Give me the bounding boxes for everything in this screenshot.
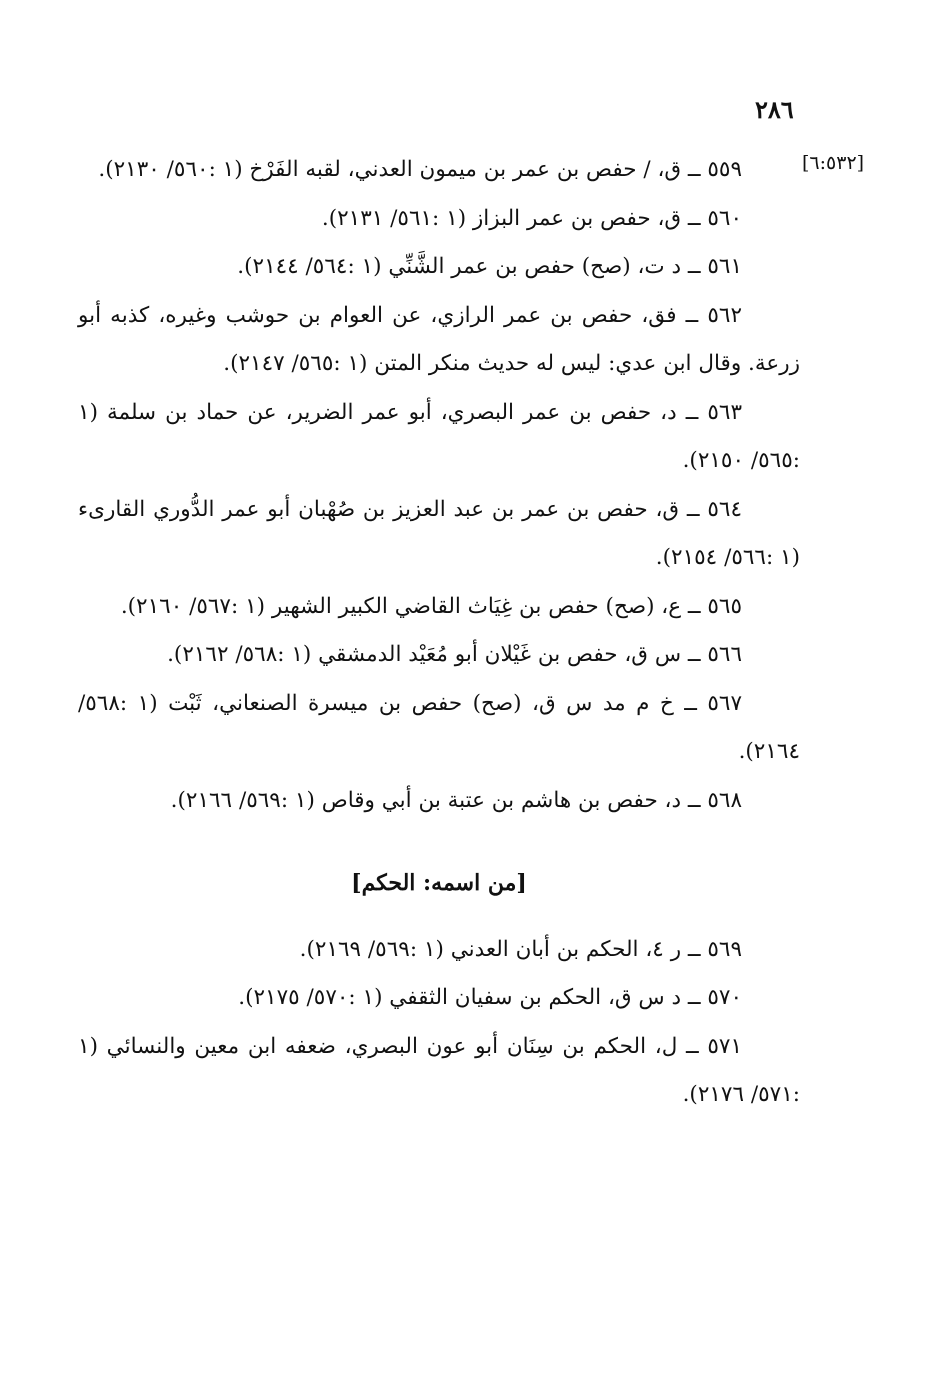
entry-571: ٥٧١ ــ ل، الحكم بن سِنَان أبو عون البصري، ضعفه ابن معين والنسائي (١ :٥٧١/ ٢١٧٦). bbox=[78, 1033, 800, 1107]
entry-560: ٥٦٠ ــ ق، حفص بن عمر البزاز (١ :٥٦١/ ٢١٣١). bbox=[321, 205, 742, 231]
entry-570: ٥٧٠ ــ د س ق، الحكم بن سفيان الثقفي (١ :٥٧٠/ ٢١٧٥). bbox=[238, 985, 742, 1010]
page-number: ٢٨٦ bbox=[755, 95, 794, 124]
entry-566: ٥٦٦ ــ س ق، حفص بن غَيْلان أبو مُعَيْد الدمشقي (١ :٥٦٨/ ٢١٦٢). bbox=[167, 642, 742, 667]
entry-565: ٥٦٥ ــ ع، (صح) حفص بن غِيَاث القاضي الكبير الشهير (١ :٥٦٧/ ٢١٦٠). bbox=[120, 593, 742, 619]
entry-569: ٥٦٩ ــ ر ٤، الحكم بن أبان العدني (١ :٥٦٩/ ٢١٦٩). bbox=[299, 936, 742, 962]
entry-562: ٥٦٢ ــ فق، حفص بن عمر الرازي، عن العوام بن حوشب وغيره، كذبه أبو زرعة. وقال ابن عدي: ليس له حديث منكر المتن (١ :٥٦٥/ ٢١٤٧). bbox=[78, 302, 800, 376]
entry-564: ٥٦٤ ــ ق، حفص بن عمر بن عبد العزيز بن صُهْبان أبو عمر الدُّوري القارىء (١ :٥٦٦/ ٢١٥٤). bbox=[78, 496, 800, 570]
entry-567: ٥٦٧ ــ خ م مد س ق، (صح) حفص بن ميسرة الصنعاني، ثَبْت (١ :٥٦٨/ ٢١٦٤). bbox=[78, 690, 800, 764]
entry-561: ٥٦١ ــ د ت، (صح) حفص بن عمر الشَّنِّي (١ :٥٦٤/ ٢١٤٤). bbox=[237, 254, 742, 279]
entry-563: ٥٦٣ ــ د، حفص بن عمر البصري، أبو عمر الضرير، عن حماد بن سلمة (١ :٥٦٥/ ٢١٥٠). bbox=[78, 399, 800, 473]
entry-559: ٥٥٩ ــ ق، / حفص بن عمر بن ميمون العدني، لقبه الفَرْخ (١ :٥٦٠/ ٢١٣٠). bbox=[98, 157, 742, 182]
section-heading: [من اسمه: الحكم] bbox=[351, 870, 527, 896]
margin-reference: [٦:٥٣٢] bbox=[802, 152, 865, 174]
entry-568: ٥٦٨ ــ د، حفص بن هاشم بن عتبة بن أبي وقاص (١ :٥٦٩/ ٢١٦٦). bbox=[170, 787, 742, 813]
entries-body bbox=[78, 146, 800, 1120]
